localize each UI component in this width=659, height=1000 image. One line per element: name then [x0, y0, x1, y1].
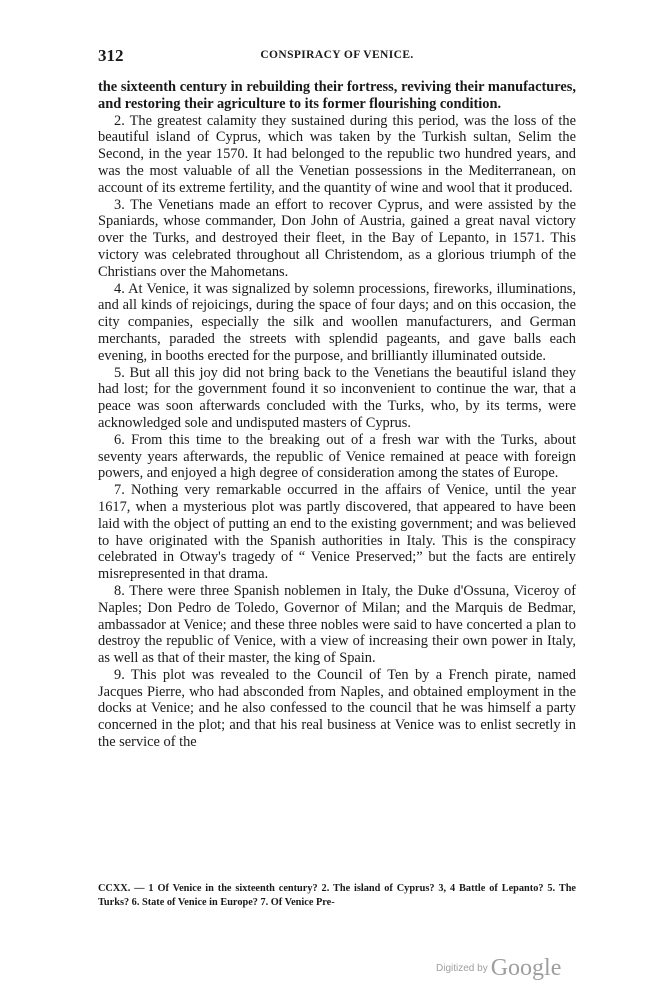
- footnote-questions: CCXX. — 1 Of Venice in the sixteenth century? 2. The island of Cyprus? 3, 4 Battle of Lepanto? 5. The Turks? 6. State of Venice in Europe? 7. Of Venice Pre-: [98, 883, 576, 908]
- page-header: [98, 46, 576, 66]
- paragraph-3: 3. The Venetians made an effort to recover Cyprus, and were assisted by the Spaniards, whose commander, Don John of Austria, gained a great naval victory over the Turks, and destroyed their fleet, in the Bay of Lepanto, in 1571. This victory was celebrated throughout all Christendom, as a glorious triumph of the Christians over the Mahometans.: [98, 196, 576, 280]
- paragraph-continuation: the sixteenth century in rebuilding their fortress, reviving their manufactures, and restoring their agriculture to its former flourishing condition.: [98, 79, 576, 112]
- paragraph-6: 6. From this time to the breaking out of a fresh war with the Turks, about seventy years afterwards, the republic of Venice remained at peace with foreign powers, and enjoyed a high degree of consideration among the states of Europe.: [98, 431, 576, 482]
- paragraph-5: 5. But all this joy did not bring back to the Venetians the beautiful island they had lost; for the government found it so inconvenient to continue the war, that a peace was soon afterwards concluded with the Turks, who, by its terms, were acknowledged sole and undisputed masters of Cyprus.: [98, 364, 576, 431]
- paragraph-7: 7. Nothing very remarkable occurred in the affairs of Venice, until the year 1617, when a mysterious plot was partly discovered, that appeared to have been laid with the object of putting an end to the existing government; and was believed to have originated with the Spanish authorities in Italy. This is the conspiracy celebrated in Otway's tragedy of “ Venice Preserved;” but the facts are entirely misrepresented in that drama.: [98, 482, 576, 583]
- page-number: 312: [98, 46, 124, 65]
- paragraph-8: 8. There were three Spanish noblemen in Italy, the Duke d'Ossuna, Viceroy of Naples; Don Pedro de Toledo, Governor of Milan; and the Marquis de Bedmar, ambassador at Venice; and these three nobles were said to have concerted a plan to destroy the republic of Venice, with a view of increasing their own power in Italy, as well as that of their master, the king of Spain.: [98, 582, 576, 667]
- paragraph-4: 4. At Venice, it was signalized by solemn processions, fireworks, illuminations, and all kinds of rejoicings, during the space of four days; and on this occasion, the city companies, especially the silk and woollen manufacturers, and German merchants, paraded the streets with splendid pageants, and gave balls each evening, in booths erected for the purpose, and brilliantly illuminated outside.: [98, 280, 576, 364]
- google-logo: Google: [490, 955, 562, 981]
- watermark-prefix: Digitized by: [436, 963, 488, 974]
- paragraph-9: 9. This plot was revealed to the Council of Ten by a French pirate, named Jacques Pierre, who had absconded from Naples, and obtained employment in the docks at Venice; and he also confessed to the council that he was himself a party concerned in the plot; and that his real business at Venice was to enlist secretly in the service of the: [98, 666, 576, 751]
- body-text: [98, 79, 576, 751]
- digitized-watermark: [436, 955, 586, 983]
- paragraph-2: 2. The greatest calamity they sustained during this period, was the loss of the beautiful island of Cyprus, which was taken by the Turkish sultan, Selim the Second, in the year 1570. It had belonged to the republic two hundred years, and was the most valuable of all the Venetian possessions in the Mediterranean, on account of its extreme fertility, and the quantity of wine and wool that it produced.: [98, 112, 576, 196]
- running-title: CONSPIRACY OF VENICE.: [260, 49, 414, 61]
